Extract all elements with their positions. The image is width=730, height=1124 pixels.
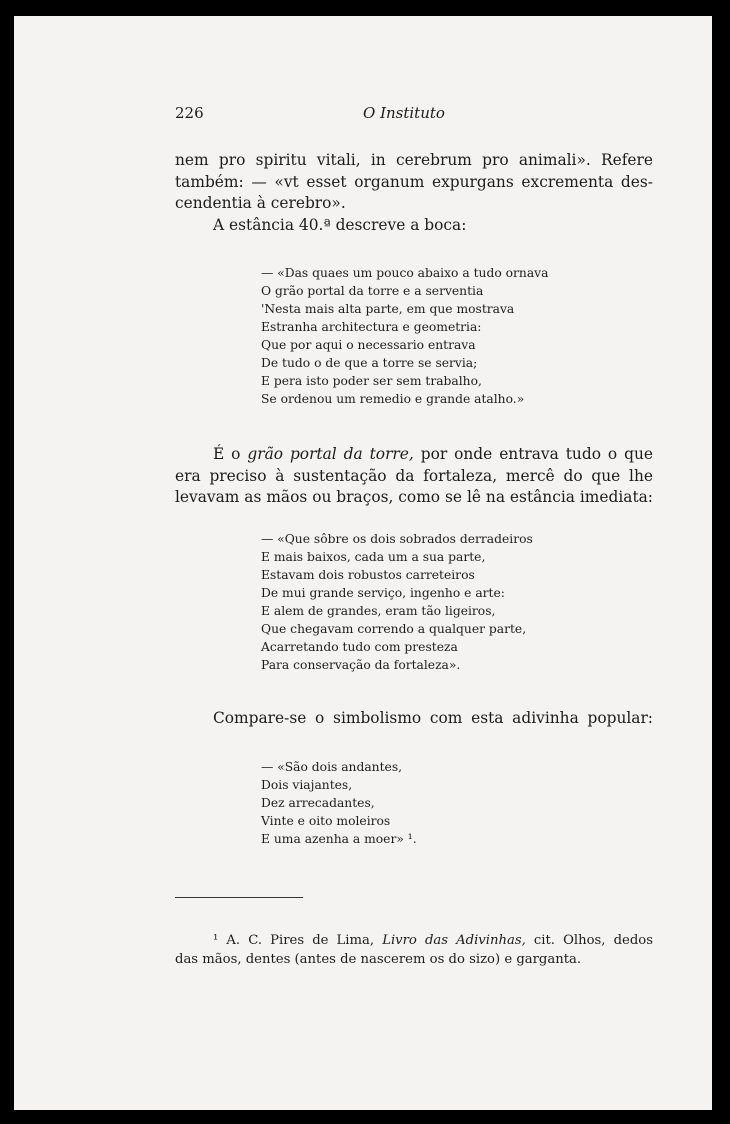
- verse-line: 'Nesta mais alta parte, em que mostrava: [261, 302, 515, 316]
- verse-line: Se ordenou um remedio e grande atalho.»: [261, 392, 525, 406]
- verse-line: Dois viajantes,: [261, 778, 353, 792]
- page-number: 226: [175, 104, 204, 122]
- verse-line: Estranha architectura e geometria:: [261, 320, 482, 334]
- paragraph-text: por onde entrava tudo o que: [420, 445, 653, 463]
- verse-line: Acarretando tudo com presteza: [261, 640, 458, 654]
- verse-line: Que por aqui o necessario entrava: [261, 338, 476, 352]
- footnote-author: A. C. Pires de Lima,: [226, 933, 375, 948]
- verse-line: E mais baixos, cada um a sua parte,: [261, 550, 486, 564]
- paragraph-line: cendentia à cerebro».: [175, 194, 346, 212]
- footnote: [175, 931, 653, 969]
- paragraph-text: É o: [213, 445, 241, 463]
- verse-line: E uma azenha a moer» ¹.: [261, 832, 417, 846]
- paragraph-line: [175, 444, 653, 466]
- verse-line: E alem de grandes, eram tão ligeiros,: [261, 604, 496, 618]
- running-title: O Instituto: [363, 104, 445, 122]
- paragraph-2: [175, 444, 653, 509]
- paragraph-3: [175, 708, 653, 730]
- verse-line: Que chegavam correndo a qualquer parte,: [261, 622, 527, 636]
- book-page: [14, 16, 712, 1110]
- paragraph-1: [175, 150, 653, 236]
- verse-line: Dez arrecadantes,: [261, 796, 375, 810]
- paragraph-line: A estância 40.ª descreve a boca:: [213, 215, 467, 234]
- verse-line: Estavam dois robustos carreteiros: [261, 568, 475, 582]
- verse-line: E pera isto poder ser sem trabalho,: [261, 374, 482, 388]
- verse-riddle: [261, 758, 641, 848]
- verse-line: — «Que sôbre os dois sobrados derradeiros: [261, 532, 533, 546]
- page-header: [175, 104, 650, 128]
- verse-line: — «São dois andantes,: [261, 760, 403, 774]
- verse-stanza-40: [261, 264, 641, 408]
- footnote-divider: [175, 897, 303, 898]
- paragraph-line: também: — «vt esset organum expurgans excrementa des-: [175, 172, 653, 191]
- italic-phrase: grão portal da torre,: [247, 445, 414, 463]
- verse-line: Para conservação da fortaleza».: [261, 658, 461, 672]
- footnote-title: Livro das Adivinhas,: [382, 933, 526, 948]
- footnote-marker: ¹: [213, 933, 219, 948]
- footnote-text: cit. Olhos, dedos: [533, 933, 653, 948]
- footnote-line: [175, 931, 653, 950]
- verse-line: Vinte e oito moleiros: [261, 814, 391, 828]
- footnote-line: das mãos, dentes (antes de nascerem os do sizo) e garganta.: [175, 952, 582, 967]
- verse-line: De tudo o de que a torre se servia;: [261, 356, 478, 370]
- paragraph-line: era preciso à sustentação da fortaleza, mercê do que lhe: [175, 466, 653, 485]
- verse-line: De mui grande serviço, ingenho e arte:: [261, 586, 505, 600]
- paragraph-line: levavam as mãos ou braços, como se lê na estância imediata:: [175, 488, 653, 506]
- verse-line: — «Das quaes um pouco abaixo a tudo ornava: [261, 266, 549, 280]
- verse-line: O grão portal da torre e a serventia: [261, 284, 484, 298]
- paragraph-line: nem pro spiritu vitali, in cerebrum pro animali». Refere: [175, 151, 653, 169]
- verse-stanza-41: [261, 530, 641, 674]
- paragraph-line: Compare-se o simbolismo com esta adivinha popular:: [213, 709, 653, 727]
